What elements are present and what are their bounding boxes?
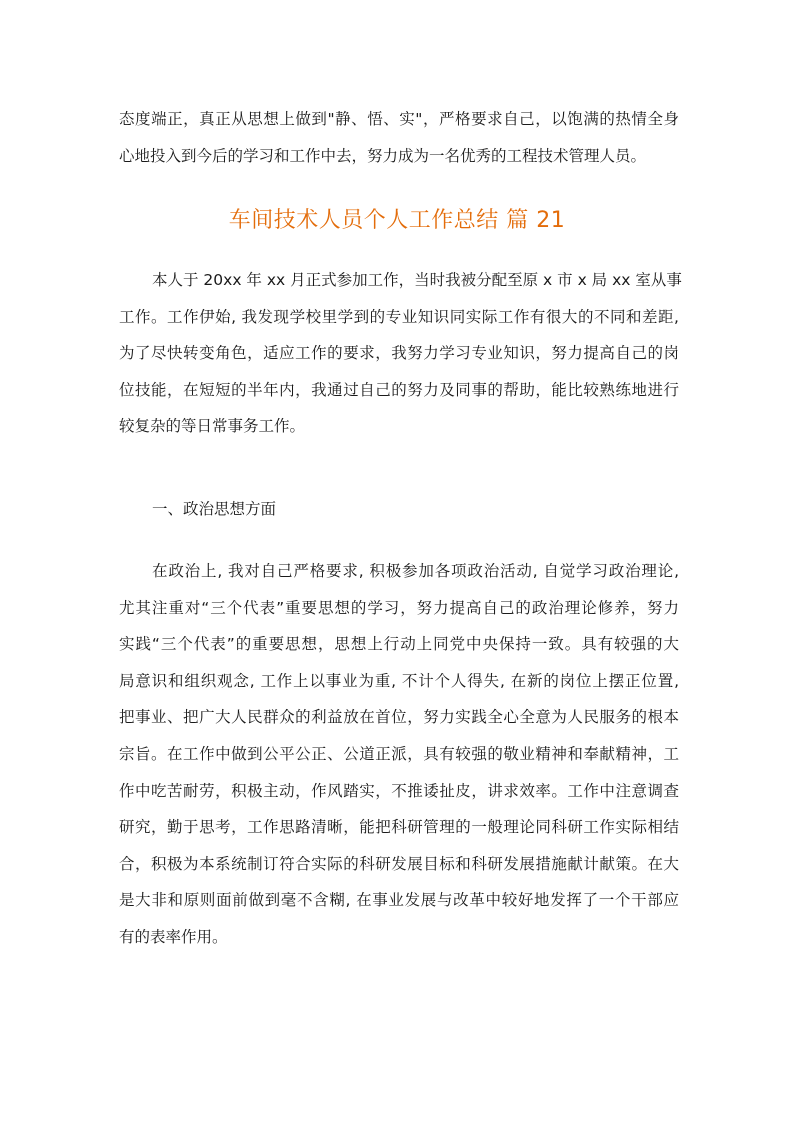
intro-paragraph xyxy=(119,101,679,174)
paragraph-line: 本人于 20xx 年 xx 月正式参加工作，当时我被分配至原 x 市 x 局 xx 室从事 xyxy=(152,271,682,289)
paragraph-line: 实践“三个代表”的重要思想，思想上行动上同党中央保持一致。具有较强的大 xyxy=(119,635,679,654)
paragraph-line: 作中吃苦耐劳，积极主动，作风踏实，不推诿扯皮，讲求效率。工作中注意调查 xyxy=(119,781,679,800)
paragraph-line: 是大非和原则面前做到毫不含糊, 在事业发展与改革中较好地发挥了一个干部应 xyxy=(119,891,679,910)
subheading-text: 一、政治思想方面 xyxy=(152,500,277,518)
subheading-political-thought xyxy=(152,491,712,528)
political-thought-paragraph xyxy=(119,553,679,956)
paragraph-line: 宗旨。在工作中做到公平公正、公道正派，具有较强的敬业精神和奉献精神，工 xyxy=(119,744,679,763)
work-intro-paragraph xyxy=(119,262,682,445)
paragraph-line: 合，积极为本系统制订符合实际的科研发展目标和科研发展措施献计献策。在大 xyxy=(119,854,679,873)
paragraph-line: 在政治上, 我对自己严格要求, 积极参加各项政治活动, 自觉学习政治理论, xyxy=(152,562,679,580)
paragraph-line: 工作。工作伊始, 我发现学校里学到的专业知识同实际工作有很大的不同和差距, xyxy=(119,307,679,326)
paragraph-line: 局意识和组织观念, 工作上以事业为重, 不计个人得失, 在新的岗位上摆正位置, xyxy=(119,671,679,690)
paragraph-line: 尤其注重对“三个代表”重要思想的学习，努力提高自己的政治理论修养，努力 xyxy=(119,598,679,617)
paragraph-line: 态度端正，真正从思想上做到"静、悟、实"，严格要求自己，以饱满的热情全身 xyxy=(119,110,679,128)
paragraph-line: 把事业、把广大人民群众的利益放在首位，努力实践全心全意为人民服务的根本 xyxy=(119,708,679,727)
paragraph-line: 位技能，在短短的半年内，我通过自己的努力及同事的帮助，能比较熟练地进行 xyxy=(119,380,679,399)
paragraph-line: 为了尽快转变角色，适应工作的要求，我努力学习专业知识，努力提高自己的岗 xyxy=(119,344,679,363)
paragraph-line: 研究，勤于思考，工作思路清晰，能把科研管理的一般理论同科研工作实际相结 xyxy=(119,818,679,837)
paragraph-line: 有的表率作用。 xyxy=(119,927,228,946)
paragraph-line: 心地投入到今后的学习和工作中去，努力成为一名优秀的工程技术管理人员。 xyxy=(119,146,647,165)
paragraph-line: 较复杂的等日常事务工作。 xyxy=(119,417,306,436)
section-title: 车间技术人员个人工作总结 篇 21 xyxy=(228,208,566,233)
